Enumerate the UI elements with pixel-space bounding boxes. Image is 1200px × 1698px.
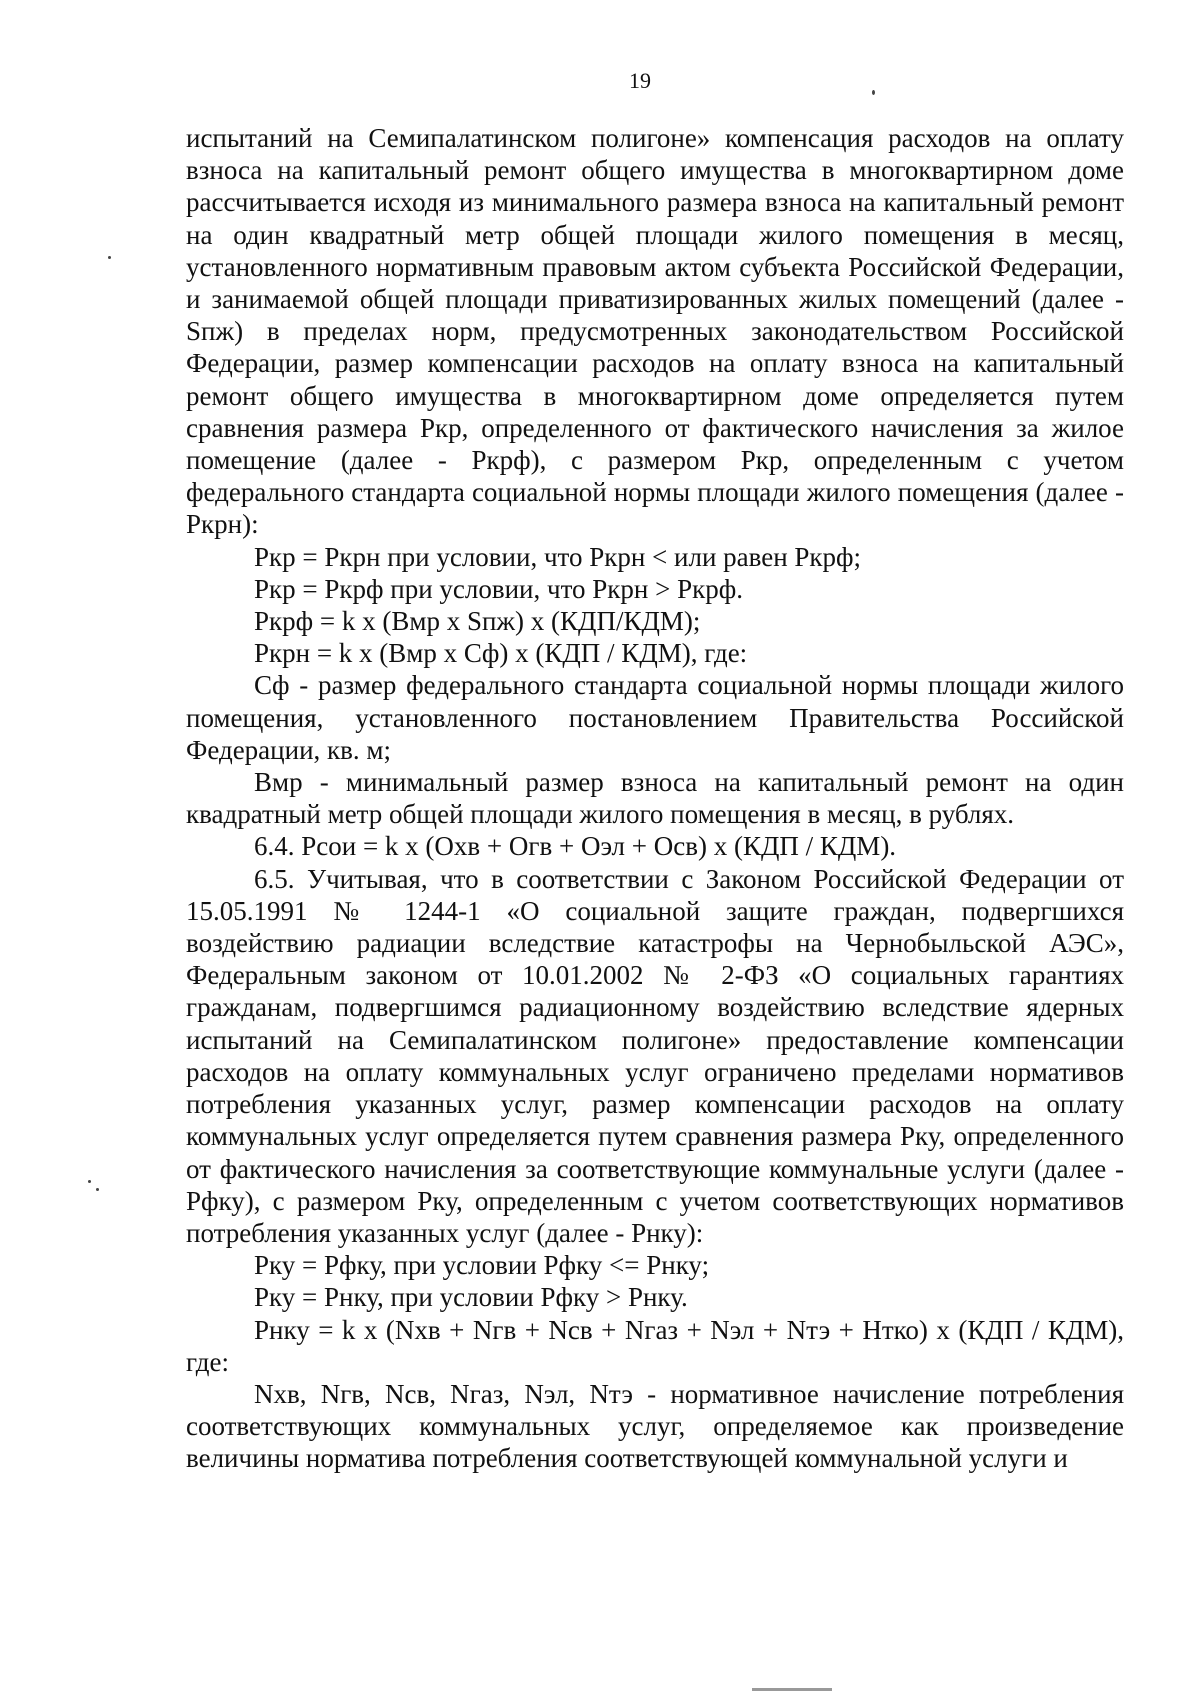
scan-edge-mark [752,1688,832,1691]
paragraph: испытаний на Семипалатинском полигоне» компенсация расходов на оплату взноса на капитальный ремонт общего имущества в многоквартирном доме рассчитывается исходя из минимального размера взноса на капитальный ремонт на один квадратный метр общей площади жилого помещения в месяц, установленного нормативным правовым актом субъекта Российской Федерации, и занимаемой общей площади приватизированных жилых помещений (далее - Sпж) в пределах норм, предусмотренных законодательством Российской Федерации, размер компенсации расходов на оплату взноса на капитальный ремонт общего имущества в многоквартирном доме определяется путем сравнения размера Ркр, определенного от фактического начисления за жилое помещение (далее - Ркрф), с размером Ркр, определенным с учетом федерального стандарта социальной нормы площади жилого помещения (далее - Ркрн): [186,123,1124,540]
paragraph: Nхв, Nгв, Nсв, Nгаз, Nэл, Nтэ - нормативное начисление потребления соответствующих коммунальных услуг, определяемое как произведение величины норматива потребления соответствующей коммунальной услуги и [186,1378,1124,1474]
formula-line: 6.4. Рсои = k x (Охв + Огв + Оэл + Осв) x (КДП / КДМ). [254,831,897,862]
document-body [186,122,1124,1475]
formula-line: Рку = Рнку, при условии Рфку > Рнку. [254,1282,688,1313]
formula-line: Ркр = Ркрф при условии, что Ркрн > Ркрф. [254,573,743,604]
formula-line: Ркрн = k x (Вмр x Сф) x (КДП / КДМ), где: [254,638,748,669]
scan-speck [872,90,875,95]
formula-line: Ркр = Ркрн при условии, что Ркрн < или равен Ркрф; [254,541,862,572]
page-number: 19 [629,68,651,93]
formula-line: Ркрф = k x (Вмр x Sпж) x (КДП/КДМ); [254,606,701,637]
scan-speck [108,256,111,259]
scan-speck [88,1180,91,1183]
paragraph: 6.5. Учитывая, что в соответствии с Законом Российской Федерации от 15.05.1991 № 1244-1 «О социальной защите граждан, подвергшихся воздействию радиации вследствие катастрофы на Чернобыльской АЭС», Федеральным законом от 10.01.2002 № 2-ФЗ «О социальных гарантиях гражданам, подвергшимся радиационному воздействию вследствие ядерных испытаний на Семипалатинском полигоне» предоставление компенсации расходов на оплату коммунальных услуг ограничено пределами нормативов потребления указанных услуг, размер компенсации расходов на оплату коммунальных услуг определяется путем сравнения размера Рку, определенного от фактического начисления за соответствующие коммунальные услуги (далее - Рфку), с размером Рку, определенным с учетом соответствующих нормативов потребления указанных услуг (далее - Рнку): [186,863,1124,1248]
formula-line: Рнку = k x (Nхв + Nгв + Nсв + Nгаз + Nэл + Nтэ + Нтко) x (КДП / КДМ), где: [186,1314,1124,1377]
scan-speck [96,1188,99,1191]
paragraph: Сф - размер федерального стандарта социальной нормы площади жилого помещения, установленного постановлением Правительства Российской Федерации, кв. м; [186,670,1124,765]
formula-line: Рку = Рфку, при условии Рфку <= Рнку; [254,1250,710,1281]
paragraph: Вмр - минимальный размер взноса на капитальный ремонт на один квадратный метр общей площади жилого помещения в месяц, в рублях. [186,767,1124,830]
